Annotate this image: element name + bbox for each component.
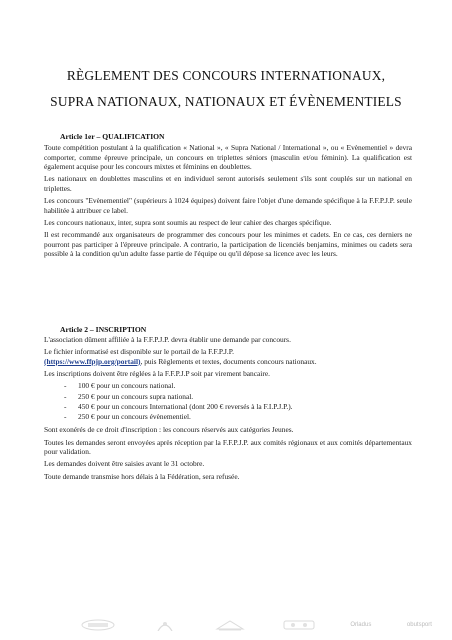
fee-item: - 100 € pour un concours national. [64, 381, 176, 391]
article-1-paragraph-3: Les concours "Evènementiel" (supérieurs à 1024 équipes) doivent faire l'objet d'une demande spécifique à la F.F.P.J.P. seule habilitée à attribuer ce label. [44, 196, 412, 215]
portal-text: Le fichier informatisé est disponible sur le portail de la F.F.P.J.P. [44, 347, 234, 357]
fee-item: - 250 € pour un concours supra national. [64, 391, 194, 401]
footer-sponsor-logos [80, 615, 432, 635]
article-2-paragraph-5: Toutes les demandes seront envoyées après réception par la F.F.P.J.P. aux comités régionaux et aux comités départementaux pour validation. [44, 437, 412, 457]
portal-text-after: , puis Règlements et textes, documents concours nationaux. [140, 356, 317, 366]
ffpjp-portal-link[interactable]: (https://www.ffpjp.org/portail) [44, 356, 141, 366]
crest-logo-icon [213, 619, 247, 631]
list-dash: - [64, 381, 67, 391]
article-1-paragraph-1: Toute compétition postulant à la qualification « National », « Supra National / International », ou « Evènementiel » devra comporter, comme épreuve principale, un concours en triplettes séniors (masculin et/ou féminin). La qualification est également acquise pour les concours mixtes et féminins en doublettes. [44, 143, 412, 172]
article-1-paragraph-5: Il est recommandé aux organisateurs de programmer des concours pour les minimes et cadets. En ce cas, ces derniers ne pourront pas participer à l'épreuve principale. A contrario, la participation de licenciés benjamins, minimes ou cadets sera possible à la condition qu'un adulte fasse partie de l'équipe ou qu'il dépose sa licence avec les leurs. [44, 230, 412, 259]
article-1-paragraph-2: Les nationaux en doublettes masculins et en individuel seront autorisés seulement s'ils sont couplés sur un national en triplettes. [44, 174, 412, 193]
list-dash: - [64, 412, 67, 422]
article-1-body [44, 143, 412, 262]
list-dash: - [64, 391, 67, 401]
document-title-line-2: SUPRA NATIONAUX, NATIONAUX ET ÉVÈNEMENTIELS [50, 94, 402, 109]
sponsor-logo-text-1: Orladus [350, 622, 372, 628]
sponsor-logo-icon [80, 619, 116, 631]
article-1-heading: Article 1er – QUALIFICATION [60, 132, 165, 141]
sponsor-logo-text-2: obutsport [406, 622, 432, 628]
partner-logo-icon [283, 619, 315, 631]
article-1-paragraph-4: Les concours nationaux, inter, supra sont soumis au respect de leur cahier des charges spécifique. [44, 217, 332, 227]
article-2-paragraph-6: Les demandes doivent être saisies avant le 31 octobre. [44, 459, 205, 469]
list-dash: - [64, 401, 67, 411]
article-2-body [44, 335, 412, 484]
article-2-paragraph-2 [44, 347, 412, 366]
article-2-paragraph-7: Toute demande transmise hors délais à la Fédération, sera refusée. [44, 471, 240, 481]
fee-list [44, 381, 412, 423]
fee-item: - 250 € pour un concours évènementiel. [64, 412, 191, 422]
document-title-line-1: RÈGLEMENT DES CONCOURS INTERNATIONAUX, [66, 68, 386, 83]
fee-item: - 450 € pour un concours International (dont 200 € reversés à la F.I.P.J.P.). [64, 401, 293, 411]
article-2-heading: Article 2 – INSCRIPTION [60, 325, 147, 334]
article-2-paragraph-1: L'association dûment affiliée à la F.F.P.J.P. devra établir une demande par concours. [44, 335, 291, 344]
federation-logo-icon [152, 619, 178, 631]
article-2-paragraph-3: Les inscriptions doivent être réglées à la F.F.P.J.P soit par virement bancaire. [44, 368, 270, 378]
article-2-paragraph-4: Sont exonérés de ce droit d'inscription : les concours réservés aux catégories Jeunes. [44, 425, 294, 435]
